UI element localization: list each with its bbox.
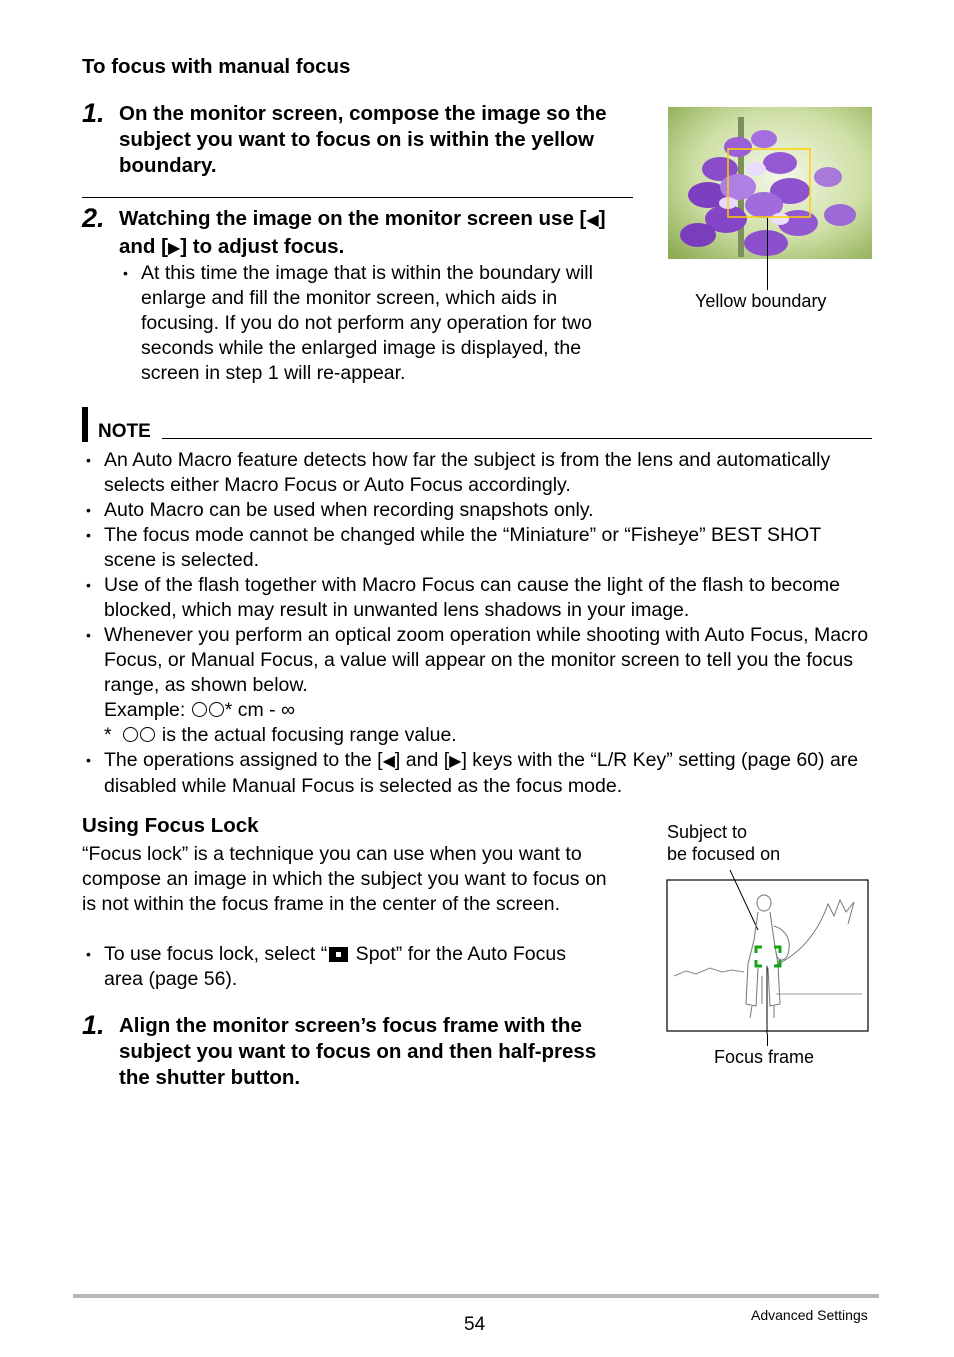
placeholder-circle-icon xyxy=(209,702,224,717)
caption-subject-line-2: be focused on xyxy=(667,844,781,864)
step-2-text xyxy=(119,206,624,262)
note-item xyxy=(82,748,874,799)
step-divider xyxy=(82,197,633,198)
note-item-text: Whenever you perform an optical zoom operation while shooting with Auto Focus, Macro Focus, or Manual Focus, a value will appear on the monitor screen to tell you the focus range, as shown below. xyxy=(104,624,869,696)
step-2-text-part: Watching the image on the monitor screen use [ xyxy=(119,207,587,230)
focus-lock-step-1-text: Align the monitor screen’s focus frame with the subject you want to focus on and then half-press the shutter button. xyxy=(119,1014,597,1089)
step-1-text: On the monitor screen, compose the image so the subject you want to focus on is within the yellow boundary. xyxy=(119,102,607,177)
spot-af-icon xyxy=(329,947,348,962)
footnote-mark: * xyxy=(104,724,112,746)
placeholder-circle-icon xyxy=(123,727,138,742)
step-number: 2. xyxy=(82,203,105,233)
focus-lock-bullet xyxy=(82,942,607,992)
note-item: • Auto Macro can be used when recording snapshots only. xyxy=(82,498,874,523)
infinity-icon: ∞ xyxy=(281,699,295,721)
note-list xyxy=(82,448,874,799)
flower-photo xyxy=(668,107,872,259)
note-item-text: ] keys with the “L/R Key” setting (page 60) are disabled while Manual Focus is selected as the focus mode. xyxy=(104,749,859,797)
footer-section-title: Advanced Settings xyxy=(751,1307,868,1323)
note-label: NOTE xyxy=(98,421,151,442)
note-item: • Use of the flash together with Macro Focus can cause the light of the flash to become blocked, which may result in unwanted lens shadows in your image. xyxy=(82,573,874,623)
step-2-bullets xyxy=(119,261,629,386)
figure-caption-yellow-boundary: Yellow boundary xyxy=(695,291,827,311)
note-bar xyxy=(82,407,88,442)
focus-lock-bullet-text: To use focus lock, select “ xyxy=(104,943,328,965)
step-2-text-part: ] to adjust focus. xyxy=(180,235,345,258)
footnote-text: is the actual focusing range value. xyxy=(161,724,457,746)
note-item-text: ] and [ xyxy=(394,749,450,771)
focus-lock-intro: “Focus lock” is a technique you can use when you want to compose an image in which the subject you want to focus on is not within the focus frame in the center of the screen. xyxy=(82,843,607,915)
footer-rule xyxy=(73,1294,879,1298)
note-example xyxy=(104,698,874,723)
left-arrow-key-icon: ◀ xyxy=(382,753,395,770)
focus-frame-leader-line xyxy=(767,1034,768,1046)
note-item xyxy=(82,623,874,748)
note-item: • The focus mode cannot be changed while the “Miniature” or “Fisheye” BEST SHOT scene is selected. xyxy=(82,523,874,573)
focus-lock-bullets xyxy=(82,942,607,992)
focus-lock-illustration xyxy=(666,868,870,1034)
placeholder-circle-icon xyxy=(140,727,155,742)
example-label: Example: xyxy=(104,699,186,721)
note-rule xyxy=(162,438,872,439)
caption-subject-line-1: Subject to xyxy=(667,822,748,842)
section-heading-focus-lock: Using Focus Lock xyxy=(82,814,259,837)
caption-focus-frame: Focus frame xyxy=(714,1047,815,1067)
step-number: 1. xyxy=(82,1010,105,1040)
step-2-text-part: ] and [ xyxy=(119,207,606,258)
focus-lock-bullet-text: Spot” for the Auto Focus area (page 56). xyxy=(104,943,566,990)
caption-leader-line xyxy=(767,218,768,290)
right-arrow-key-icon: ▶ xyxy=(167,240,181,257)
placeholder-circle-icon xyxy=(192,702,207,717)
example-suffix: * cm - xyxy=(224,699,276,721)
page-number: 54 xyxy=(464,1314,486,1335)
note-item-text: The operations assigned to the [ xyxy=(104,749,383,771)
note-item: • An Auto Macro feature detects how far the subject is from the lens and automatically selects either Macro Focus or Auto Focus accordingly. xyxy=(82,448,874,498)
step-number: 1. xyxy=(82,98,105,128)
left-arrow-key-icon: ◀ xyxy=(586,212,599,229)
section-heading-manual-focus: To focus with manual focus xyxy=(82,55,351,78)
step-2-bullet: • At this time the image that is within the boundary will enlarge and fill the monitor screen, which aids in focusing. If you do not perform any operation for two seconds while the enlarged image is displayed, the screen in step 1 will re-appear. xyxy=(119,261,629,386)
right-arrow-key-icon: ▶ xyxy=(449,753,462,770)
note-footnote xyxy=(104,723,874,748)
